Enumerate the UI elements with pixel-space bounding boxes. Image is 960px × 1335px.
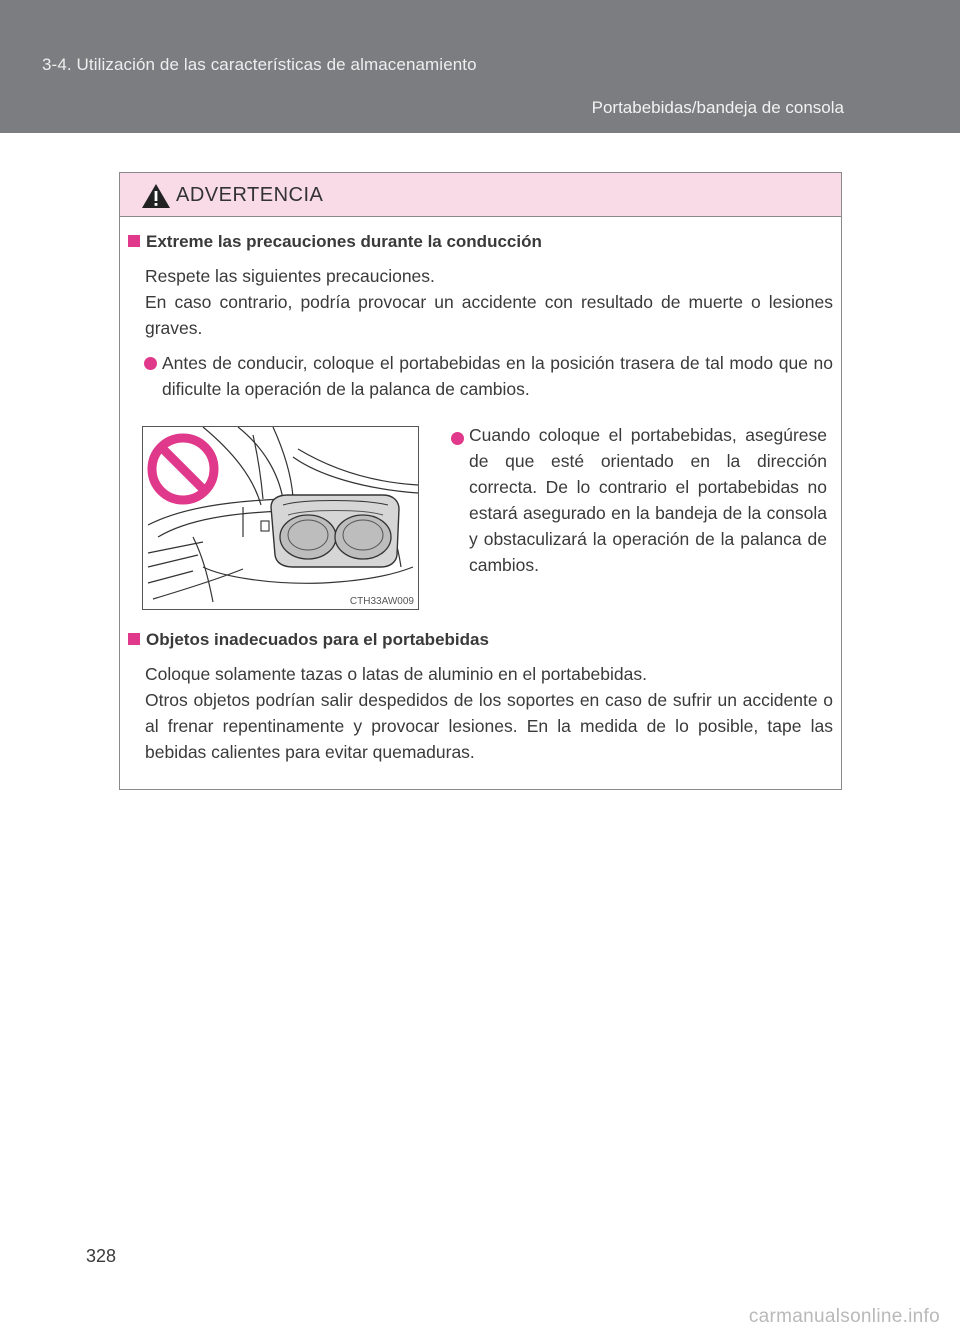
- section-heading-text: Extreme las precauciones durante la conducción: [146, 232, 542, 251]
- watermark: carmanualsonline.info: [748, 1306, 940, 1327]
- circle-bullet-icon: [451, 432, 464, 445]
- square-bullet-icon: [128, 633, 140, 645]
- section-heading-conduccion: [128, 232, 542, 252]
- paragraph-precauciones: [145, 263, 833, 341]
- illustration-code: CTH33AW009: [349, 596, 414, 607]
- bullet-text-orientacion: Cuando coloque el portabebidas, asegúrese de que esté orientado en la dirección correcta. De lo contrario el portabebidas no estará asegurado en la bandeja de la consola y obstaculizará la operación de la palanca de cambios.: [469, 425, 827, 575]
- cup-holder-illustration: [142, 426, 419, 610]
- section-title: 3-4. Utilización de las características de almacenamiento: [42, 55, 477, 74]
- paragraph-line: En caso contrario, podría provocar un accidente con resultado de muerte o lesiones graves.: [145, 292, 833, 338]
- warning-triangle-icon: [141, 183, 171, 209]
- paragraph-line: Otros objetos podrían salir despedidos de los soportes en caso de sufrir un accidente o al frenar repentinamente y provocar lesiones. En la medida de lo posible, tape las bebidas calientes para evitar quemaduras.: [145, 690, 833, 762]
- paragraph-line: Coloque solamente tazas o latas de aluminio en el portabebidas.: [145, 664, 647, 684]
- cup-holder-drawing: [143, 427, 419, 610]
- bullet-text-posicion: Antes de conducir, coloque el portabebidas en la posición trasera de tal modo que no dificulte la operación de la palanca de cambios.: [162, 353, 833, 399]
- section-heading-objetos: [128, 630, 489, 650]
- warning-title: ADVERTENCIA: [176, 184, 324, 206]
- section-heading-text: Objetos inadecuados para el portabebidas: [146, 630, 489, 649]
- subsection-title: Portabebidas/bandeja de consola: [591, 98, 844, 117]
- square-bullet-icon: [128, 235, 140, 247]
- page-header: [0, 0, 960, 133]
- paragraph-objetos: [145, 661, 833, 765]
- page-number: 328: [86, 1246, 117, 1266]
- warning-header: [120, 173, 841, 217]
- circle-bullet-icon: [144, 357, 157, 370]
- paragraph-line: Respete las siguientes precauciones.: [145, 266, 435, 286]
